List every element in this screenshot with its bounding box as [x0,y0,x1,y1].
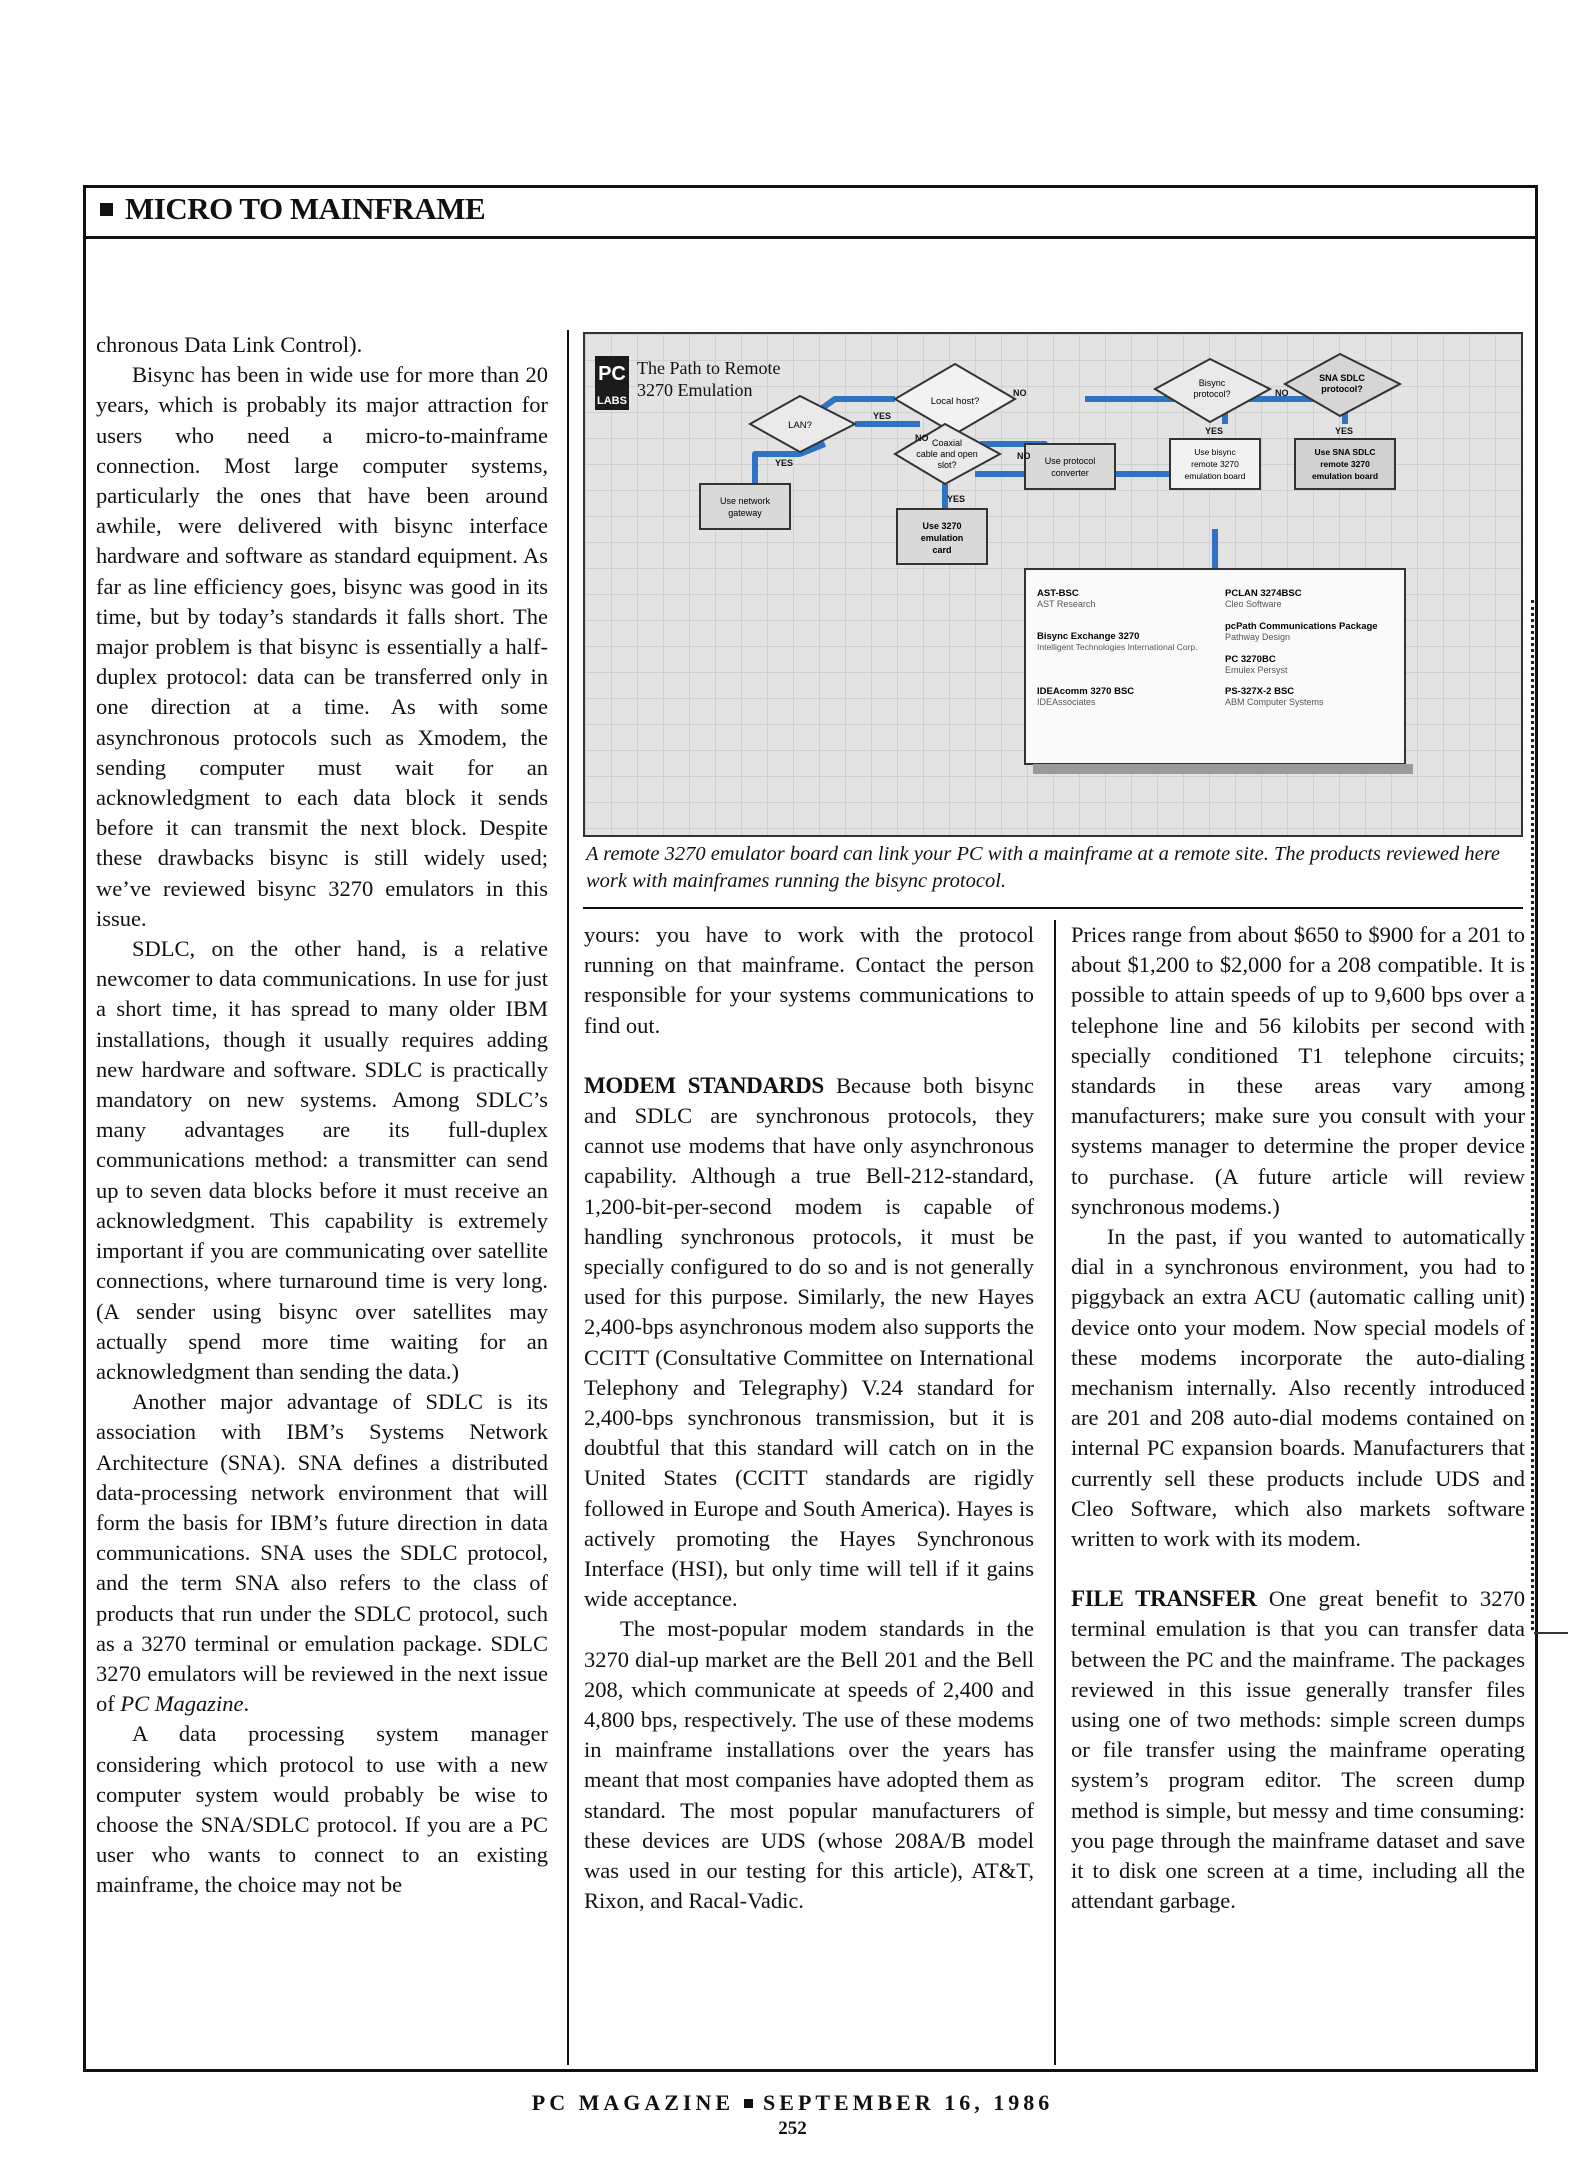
svg-text:YES: YES [873,411,892,421]
logo-top: PC [598,363,626,385]
footer-date: SEPTEMBER 16, 1986 [763,2090,1054,2115]
diamond-bisync-protocol [1155,359,1270,422]
svg-text:YES: YES [1205,426,1224,436]
product-name: PS-327X-2 BSC [1225,686,1295,697]
svg-text:emulation: emulation [920,533,964,543]
margin-tick [1534,1632,1568,1634]
svg-text:SNA SDLC: SNA SDLC [1319,373,1365,383]
logo-bottom: LABS [597,395,627,407]
svg-text:gateway: gateway [728,508,762,518]
paragraph: SDLC, on the other hand, is a relative newcomer to data communications. In use for just a short time, it has spread to many older IBM installations, though it usually requires adding new hardware and software. SDLC is practically mandatory on new systems. Among SDLC’s many advantages are its full-duplex communications method: a transmitter can send up to seven data blocks before it must receive an acknowledgment. This capability is extremely important if you are communicating over satellite connections, where turnaround time is very long. (A sender using bisync over satellites may actually spend more time waiting for an acknowledgment than sending the data.) [96,936,548,1384]
svg-text:slot?: slot? [937,460,957,470]
paragraph [96,1387,548,1719]
section-title-text: MICRO TO MAINFRAME [125,191,486,226]
box-3270-card [897,509,987,564]
svg-text:YES: YES [775,458,794,468]
footer-bullet-icon [744,2099,753,2108]
svg-text:card: card [932,545,952,555]
diamond-lan [750,396,855,452]
svg-text:protocol?: protocol? [1193,389,1231,399]
box-bisync-board [1170,439,1260,489]
paragraph: A data processing system manager considering which protocol to use with a new computer system would probably be wise to choose the SNA/SDLC protocol. If you are a PC user who wants to connect to an existing mainframe, the choice may not be [96,1721,548,1898]
svg-text:converter: converter [1051,468,1089,478]
svg-text:remote 3270: remote 3270 [1320,459,1370,469]
paragraph-text: Another major advantage of SDLC is its association with IBM’s Systems Network Architecture (SNA). SNA defines a distributed data-processing network environment that will form the basis for IBM’s future direction in data communications. SNA uses the SDLC protocol, and the term SNA also refers to the class of products that run under the SDLC protocol, such as a 3270 terminal or emulation package. SDLC 3270 emulators will be reviewed in the next issue of [96,1389,548,1717]
svg-text:remote 3270: remote 3270 [1191,459,1239,469]
svg-text:YES: YES [947,494,966,504]
dotted-margin-line [1531,600,1536,1630]
product-list-box [1025,569,1413,774]
column-1 [96,330,548,1901]
paragraph-text-end: . [243,1691,250,1717]
box-protocol-converter [1025,444,1115,489]
svg-text:Use bisync: Use bisync [1194,447,1236,457]
svg-text:NO: NO [1017,451,1031,461]
svg-text:Bisync: Bisync [1198,378,1226,388]
product-maker: IDEAssociates [1037,697,1096,707]
paragraph: Bisync has been in wide use for more than 20 years, which is probably its major attraction for users who need a micro-to-mainframe connection. Most large computer systems, particularly the ones that have been around awhile, were delivered with bisync interface hardware and software as standard equipment. As far as line efficiency goes, bisync was good in its time, but by today’s standards it falls short. The major problem is that bisync is essentially a half-duplex protocol: data can be transferred only in one direction at a time. As with some asynchronous protocols such as Xmodem, the sending computer must wait for an acknowledgment to each data block it sends before it can transmit the next block. Despite these drawbacks bisync is still widely used; we’ve reviewed bisync 3270 emulators in this issue. [96,362,548,931]
page-footer [0,2090,1585,2116]
svg-text:Local host?: Local host? [930,396,980,407]
svg-text:Coaxial: Coaxial [931,438,963,448]
svg-text:cable and open: cable and open [916,449,978,459]
svg-text:emulation board: emulation board [1184,471,1246,481]
paragraph: chronous Data Link Control). [96,332,363,357]
svg-text:Use 3270: Use 3270 [922,521,962,531]
column-rule [1054,920,1056,2065]
svg-text:YES: YES [1335,426,1354,436]
paragraph: The most-popular modem standards in the 3270 dial-up market are the Bell 201 and the Bell 208, which communicate at speeds of 2,400 and 4,800 bps, respectively. The use of these modems in mainframe installations over the years has meant that most companies have adopted them as standard. The most popular manufacturers of these devices are UDS (whose 208A/B model was used in our testing for this article), AT&T, Rixon, and Racal-Vadic. [584,1616,1034,1914]
product-maker: Cleo Software [1225,599,1282,609]
page-number: 252 [778,2118,807,2139]
product-name: Bisync Exchange 3270 [1037,631,1140,642]
product-name: IDEAcomm 3270 BSC [1037,686,1135,697]
box-sna-board [1295,439,1395,489]
svg-text:Use network: Use network [719,496,771,506]
flowchart-figure [583,332,1523,837]
product-maker: Pathway Design [1225,632,1291,642]
svg-text:NO: NO [915,433,929,443]
section-title [100,191,485,227]
subhead-modem-standards: MODEM STANDARDS [584,1072,824,1098]
svg-text:Use protocol: Use protocol [1044,456,1096,466]
product-name: PCLAN 3274BSC [1225,588,1302,599]
svg-text:Use SNA SDLC: Use SNA SDLC [1314,447,1376,457]
subhead-file-transfer: FILE TRANSFER [1071,1586,1257,1612]
flowchart-svg [585,334,1521,835]
paragraph-text: Because both bisync and SDLC are synchronous protocols, they cannot use modems that have only asynchronous capability. Although a true Bell-212-standard, 1,200-bit-per-second modem is capable of handling synchronous protocols, it must be specially configured to do so and is not generally used for this purpose. Similarly, the new Hayes 2,400-bps asynchronous modem also supports the CCITT (Consultative Committee on International Telephony and Telegraphy) V.24 standard for 2,400-bps synchronous transmission, but it is doubtful that this standard will catch on in the United States (CCITT standards are rigidly followed in Europe and South America). Hayes is actively promoting the Hayes Synchronous Interface (HSI), but only time will tell if it gains wide acceptance. [584,1072,1034,1612]
product-maker: Intelligent Technologies International Corp. [1037,642,1198,652]
magazine-name: PC Magazine [120,1691,244,1717]
svg-text:NO: NO [1275,388,1289,398]
product-name: pcPath Communications Package [1225,621,1378,632]
figure-title-2: 3270 Emulation [637,380,753,400]
paragraph: Prices range from about $650 to $900 for a 201 to about $1,200 to $2,000 for a 208 compatible. It is possible to attain speeds of up to 9,600 bps over a telephone line and 56 kilobits per second with specially conditioned T1 telephone circuits; standards in these areas vary among manufacturers; make sure you consult with your systems manager to determine the proper device to purchase. (A future article will review synchronous modems.) [1071,922,1525,1219]
svg-text:protocol?: protocol? [1321,384,1363,394]
figure-title-1: The Path to Remote [637,358,781,378]
diamond-sna-sdlc-protocol [1285,354,1400,416]
product-name: AST-BSC [1037,588,1079,599]
column-rule [567,330,569,2065]
product-maker: AST Research [1037,599,1096,609]
column-3 [1071,920,1525,1917]
paragraph: In the past, if you wanted to automatically dial in a synchronous environment, you had to piggyback an extra ACU (automatic calling unit) device onto your modem. Now special models of these modems incorporate the auto-dialing mechanism internally. Also recently introduced are 201 and 208 auto-dial modems contained on internal PC expansion boards. Manufacturers that currently sell these products include UDS and Cleo Software, which also markets software written to work with its modem. [1071,1224,1525,1552]
footer-magazine: PC MAGAZINE [531,2090,735,2115]
caption-rule [583,907,1523,909]
svg-text:emulation board: emulation board [1311,471,1379,481]
pc-labs-logo [595,356,629,410]
product-maker: Emulex Persyst [1225,665,1288,675]
paragraph [584,1071,1034,1615]
bullet-square-icon [100,203,113,216]
svg-text:LAN?: LAN? [788,420,812,431]
paragraph [1071,1584,1525,1916]
figure-caption: A remote 3270 emulator board can link your PC with a mainframe at a remote site. The products reviewed here work with mainframes running the bisync protocol. [586,843,1501,892]
column-2 [584,920,1034,1917]
box-network-gateway [700,484,790,529]
paragraph: yours: you have to work with the protocol running on that mainframe. Contact the person responsible for your systems communications to find out. [584,922,1034,1038]
svg-text:NO: NO [1013,388,1027,398]
paragraph-text: One great benefit to 3270 terminal emulation is that you can transfer data between the PC and the mainframe. The packages reviewed in this issue generally transfer files using one of two methods: simple screen dumps or file transfer using the mainframe operating system’s program editor. The screen dump method is simple, but messy and time consuming: you page through the mainframe dataset and save it to disk one screen at a time, including all the attendant garbage. [1071,1586,1525,1914]
product-maker: ABM Computer Systems [1225,697,1324,707]
product-name: PC 3270BC [1225,654,1276,665]
